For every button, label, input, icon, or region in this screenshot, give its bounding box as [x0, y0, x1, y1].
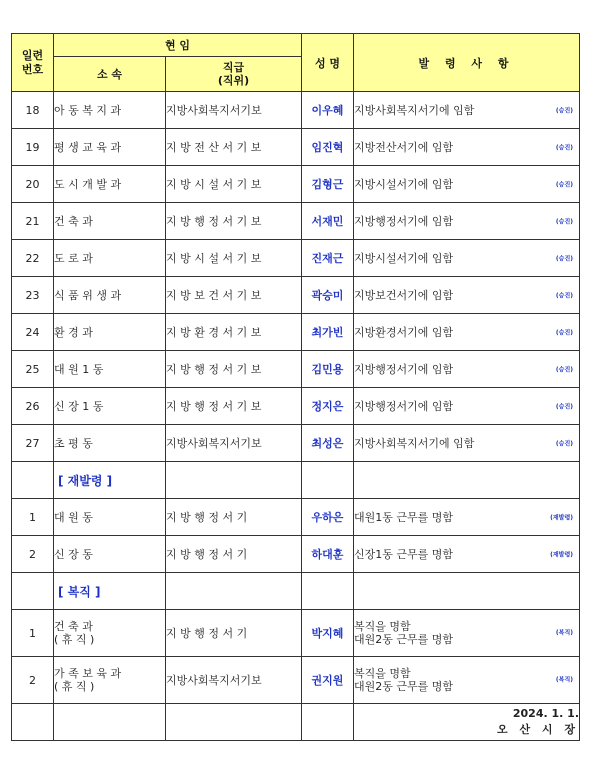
row-dept: 평 생 교 육 과 — [54, 129, 166, 166]
status-badge: (승진) — [555, 440, 573, 448]
row-name: 최성은 — [302, 425, 354, 462]
row-grade: 지 방 전 산 서 기 보 — [166, 129, 302, 166]
row-dept: 식 품 위 생 과 — [54, 277, 166, 314]
status-badge: (승진) — [555, 329, 573, 337]
section-spacer — [12, 462, 54, 499]
status-badge: (승진) — [555, 255, 573, 263]
row-grade: 지방사회복지서기보 — [166, 92, 302, 129]
section-spacer — [166, 462, 302, 499]
table-row — [12, 388, 580, 425]
row-name: 최가빈 — [302, 314, 354, 351]
status-badge: (승진) — [555, 144, 573, 152]
row-grade: 지방사회복지서기보 — [166, 425, 302, 462]
status-badge: (승진) — [555, 181, 573, 189]
row-name: 서재민 — [302, 203, 354, 240]
note-text: 지방시설서기에 임함 — [354, 252, 454, 265]
status-badge: (승진) — [555, 366, 573, 374]
row-dept: 아 동 복 지 과 — [54, 92, 166, 129]
note-text: 지방환경서기에 임함 — [354, 326, 454, 339]
row-no: 2 — [12, 657, 54, 704]
row-no: 24 — [12, 314, 54, 351]
row-name: 진재근 — [302, 240, 354, 277]
row-note — [354, 92, 580, 129]
row-note — [354, 388, 580, 425]
row-grade: 지 방 행 정 서 기 보 — [166, 351, 302, 388]
status-badge: (재발령) — [550, 551, 573, 559]
row-name: 이우혜 — [302, 92, 354, 129]
row-no: 1 — [12, 610, 54, 657]
dept-line: ( 휴 직 ) — [54, 680, 95, 693]
row-dept — [54, 657, 166, 704]
section-title-return: [ 복직 ] — [58, 584, 101, 599]
footer-row — [12, 704, 580, 741]
signer: 오 산 시 장 — [497, 723, 579, 736]
table-row — [12, 277, 580, 314]
row-no: 2 — [12, 536, 54, 573]
header-department: 소 속 — [54, 57, 166, 92]
status-badge: (승진) — [555, 107, 573, 115]
table-row — [12, 657, 580, 704]
status-badge: (승진) — [555, 403, 573, 411]
header-serial-no: 일련 번호 — [12, 34, 54, 92]
row-note — [354, 240, 580, 277]
section-spacer — [302, 573, 354, 610]
note-text: 대원2동 근무를 명함 — [354, 633, 453, 646]
row-dept: 건 축 과 — [54, 203, 166, 240]
table-row — [12, 314, 580, 351]
signature-block — [354, 704, 580, 741]
row-name: 김민용 — [302, 351, 354, 388]
footer-spacer — [166, 704, 302, 741]
note-text: 지방행정서기에 임함 — [354, 363, 454, 376]
row-grade: 지 방 시 설 서 기 보 — [166, 166, 302, 203]
header-appointment: 발 령 사 항 — [354, 34, 580, 92]
row-note — [354, 536, 580, 573]
table-row — [12, 610, 580, 657]
issue-date: 2024. 1. 1. — [512, 707, 579, 720]
personnel-table — [11, 33, 580, 741]
table-row — [12, 166, 580, 203]
header-name: 성 명 — [302, 34, 354, 92]
row-grade: 지 방 보 건 서 기 보 — [166, 277, 302, 314]
footer-spacer — [12, 704, 54, 741]
header-current-post: 현 임 — [54, 34, 302, 57]
footer-spacer — [54, 704, 166, 741]
row-no: 1 — [12, 499, 54, 536]
row-dept: 신 장 1 동 — [54, 388, 166, 425]
row-no: 18 — [12, 92, 54, 129]
row-no: 27 — [12, 425, 54, 462]
section-title-cell — [54, 573, 166, 610]
row-name: 박지혜 — [302, 610, 354, 657]
row-grade: 지 방 행 정 서 기 — [166, 499, 302, 536]
row-no: 20 — [12, 166, 54, 203]
section-row-return — [12, 573, 580, 610]
note-text: 지방사회복지서기에 임함 — [354, 437, 475, 450]
section-title-cell — [54, 462, 166, 499]
table-row — [12, 499, 580, 536]
table-row — [12, 425, 580, 462]
note-text: 지방보건서기에 임함 — [354, 289, 454, 302]
status-badge: (복직) — [555, 629, 573, 637]
section-spacer — [354, 462, 580, 499]
row-note — [354, 166, 580, 203]
row-dept: 도 시 개 발 과 — [54, 166, 166, 203]
status-badge: (승진) — [555, 292, 573, 300]
row-dept — [54, 610, 166, 657]
table-row — [12, 536, 580, 573]
note-text: 지방시설서기에 임함 — [354, 178, 454, 191]
row-no: 22 — [12, 240, 54, 277]
table-row — [12, 240, 580, 277]
note-text: 대원1동 근무를 명함 — [354, 511, 453, 524]
note-text: 지방행정서기에 임함 — [354, 400, 454, 413]
note-text: 복직을 명함 — [354, 667, 411, 680]
row-name: 권지원 — [302, 657, 354, 704]
row-note — [354, 314, 580, 351]
row-dept: 도 로 과 — [54, 240, 166, 277]
section-spacer — [302, 462, 354, 499]
row-dept: 대 원 1 동 — [54, 351, 166, 388]
section-row-reissue — [12, 462, 580, 499]
row-note — [354, 657, 580, 704]
dept-line: 가 족 보 육 과 — [54, 667, 122, 680]
row-name: 하대훈 — [302, 536, 354, 573]
row-dept: 초 평 동 — [54, 425, 166, 462]
row-dept: 신 장 동 — [54, 536, 166, 573]
note-text: 대원2동 근무를 명함 — [354, 680, 453, 693]
note-text: 복직을 명함 — [354, 620, 411, 633]
row-note — [354, 499, 580, 536]
row-dept: 대 원 동 — [54, 499, 166, 536]
table-row — [12, 129, 580, 166]
dept-line: ( 휴 직 ) — [54, 633, 95, 646]
row-name: 임진혁 — [302, 129, 354, 166]
row-name: 김형근 — [302, 166, 354, 203]
status-badge: (승진) — [555, 218, 573, 226]
footer-spacer — [302, 704, 354, 741]
note-text: 신장1동 근무를 명함 — [354, 548, 453, 561]
row-note — [354, 277, 580, 314]
row-note — [354, 203, 580, 240]
row-no: 26 — [12, 388, 54, 425]
row-no: 25 — [12, 351, 54, 388]
row-note — [354, 129, 580, 166]
row-no: 19 — [12, 129, 54, 166]
row-no: 23 — [12, 277, 54, 314]
table-row — [12, 92, 580, 129]
note-text: 지방전산서기에 임함 — [354, 141, 454, 154]
row-name: 곽승미 — [302, 277, 354, 314]
row-name: 정지은 — [302, 388, 354, 425]
row-note — [354, 610, 580, 657]
section-title-reissue: [ 재발령 ] — [58, 473, 113, 488]
table-row — [12, 351, 580, 388]
note-text: 지방행정서기에 임함 — [354, 215, 454, 228]
row-grade: 지 방 행 정 서 기 보 — [166, 203, 302, 240]
section-spacer — [12, 573, 54, 610]
row-grade: 지 방 행 정 서 기 보 — [166, 388, 302, 425]
section-spacer — [166, 573, 302, 610]
row-note — [354, 425, 580, 462]
row-grade: 지방사회복지서기보 — [166, 657, 302, 704]
row-no: 21 — [12, 203, 54, 240]
row-grade: 지 방 환 경 서 기 보 — [166, 314, 302, 351]
status-badge: (재발령) — [550, 514, 573, 522]
dept-line: 건 축 과 — [54, 620, 93, 633]
row-note — [354, 351, 580, 388]
row-name: 우하은 — [302, 499, 354, 536]
note-text: 지방사회복지서기에 임함 — [354, 104, 475, 117]
row-dept: 환 경 과 — [54, 314, 166, 351]
row-grade: 지 방 시 설 서 기 보 — [166, 240, 302, 277]
row-grade: 지 방 행 정 서 기 — [166, 610, 302, 657]
header-grade: 직급 (직위) — [166, 57, 302, 92]
table-row — [12, 203, 580, 240]
status-badge: (복직) — [555, 676, 573, 684]
row-grade: 지 방 행 정 서 기 — [166, 536, 302, 573]
section-spacer — [354, 573, 580, 610]
